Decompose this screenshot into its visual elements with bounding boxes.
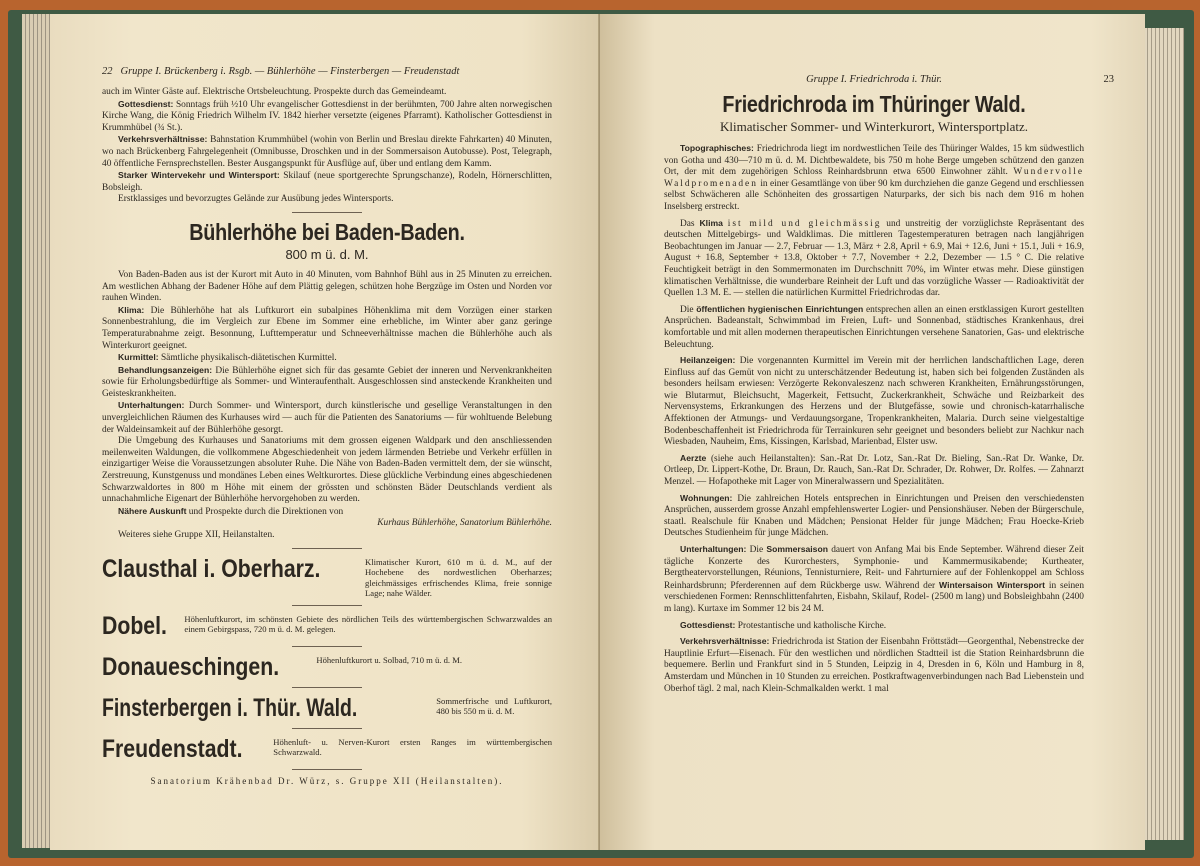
resort-entry bbox=[102, 653, 552, 681]
label: Starker Wintervekehr und Wintersport: bbox=[118, 170, 280, 181]
label: Klima: bbox=[118, 304, 145, 315]
text: (siehe auch Heilanstalten): San.-Rat Dr. Lotz, San.-Rat Dr. Bieling, San.-Rat Dr. Wanke, Dr. Ortleep, Dr. Lippert-Kothe, Dr. Braun, Dr. Rauch, San.-Rat Dr. Schrader, Dr. Rohwer, Dr. Rolfes. — Zahnarzt Menzel. — Hofapotheke mit Lager von Mineralwassern und Spezialitäten. bbox=[664, 453, 1084, 488]
text: in einer Gesamtlänge von über 90 km durchziehen die ganze Gegend und erschliessen selbst Schwächeren alle Schönheiten des grossartigen Naturparks, der sich bis nach dem 916 m hohen Inselsberg erstreckt. bbox=[664, 178, 1084, 212]
label: Gottesdienst: bbox=[680, 619, 736, 630]
label: Sommersaison bbox=[766, 544, 828, 554]
paragraph-gottesdienst bbox=[102, 99, 552, 135]
resort-entry bbox=[102, 694, 552, 722]
paragraph-behandlung bbox=[102, 365, 552, 401]
text: dauert von Anfang Mai bis Ende September. Während dieser Zeit tägliche Konzerte des Kurorchesters, Symphonie- und Kammermusikabende; Kurtheater, Bergtheatervorstellungen, Réunions, Tennisturniere, Reit- und Fahrturniere auf der Fohlenkoppel am Schloss Reinhardsbrunn; Pferderennen auf dem Rückberge usw. Während der bbox=[664, 545, 1085, 591]
paragraph-winter bbox=[102, 170, 552, 194]
page-number: 23 bbox=[1103, 74, 1114, 85]
paragraph-verkehr bbox=[102, 134, 552, 170]
label: Kurmittel: bbox=[118, 352, 159, 363]
paragraph-aerzte bbox=[664, 453, 1084, 489]
text: Friedrichroda liegt im nordwestlichen Teile des Thüringer Waldes, 15 km südwestlich von Gotha und 430—710 m ü. d. M. Dichtbewaldete, bis 750 m hohe Berge umgeben schützend den ganzen Ort, der mit dem zugehörigen Schloss Reinhardsbrunn etwa 6500 Einwohner zählt. bbox=[664, 144, 1085, 178]
label: Klima bbox=[699, 217, 723, 228]
resort-entry bbox=[102, 555, 552, 599]
label: Unterhaltungen: bbox=[680, 544, 747, 554]
paragraph-auskunft bbox=[102, 506, 552, 519]
paragraph-klima bbox=[102, 305, 552, 352]
paragraph: Weiteres siehe Gruppe XII, Heilanstalten. bbox=[118, 530, 275, 540]
resort-entry bbox=[102, 612, 552, 640]
resort-description: Höhenluftkurort, im schönsten Gebiete des nördlichen Teils des württembergischen Schwarzwaldes an einem Gebirgspass, 720 m ü. d. M. gelegen. bbox=[184, 613, 552, 635]
divider bbox=[292, 687, 362, 688]
label: Unterhaltungen: bbox=[118, 400, 185, 411]
paragraph-unterhaltung bbox=[102, 400, 552, 436]
label: Nähere Auskunft bbox=[118, 505, 187, 516]
running-title: Gruppe I. Brückenberg i. Rsgb. — Bühlerhöhe — Finsterbergen — Freudenstadt bbox=[120, 66, 460, 77]
running-title: Gruppe I. Friedrichroda i. Thür. bbox=[806, 74, 942, 85]
text: Die Bühlerhöhe hat als Luftkurort ein subalpines Höhenklima mit dem Vorzügen einer starken Sonnenbestrahlung, die im Vergleich zur Ebene im Sommer eine erhebliche, im Winter aber ganz geringe Temperaturabnahme zeigt. Besonnung, Lufttemperatur und Schneeverhältnisse machen die Bühlerhöhe auch als Winterkurort geeignet. bbox=[102, 305, 553, 351]
section-title: Bühlerhöhe bei Baden-Baden. bbox=[189, 218, 465, 245]
paragraph-topographie bbox=[664, 143, 1084, 214]
running-header bbox=[664, 74, 1114, 85]
label: Wintersaison Wintersport bbox=[939, 579, 1045, 590]
right-page bbox=[600, 14, 1145, 850]
page-number: 22 bbox=[102, 66, 113, 77]
resort-name: Freudenstadt. bbox=[102, 734, 243, 763]
text: Friedrichroda ist Station der Eisenbahn Fröttstädt—Georgenthal, Nebenstrecke der Hauptlinie Erfurt—Eisenach. Für den westlichen und nördlichen Stadtteil ist die Station Reinhardsbrunn die bequemere. Berlin und Frankfurt sind in 5 Stunden, Leipzig in 4, Dresden in 6, Köln und Hamburg in 8, Amsterdam und München in 10 Stunden zu erreichen. Postkraftwagenverbindungen nach Bad Liebenstein und Oberhof tägl. 2 mal, nach Klein-Schmalkalden werkt. 1 mal bbox=[664, 637, 1084, 694]
label: öffentlichen hygienischen Einrichtungen bbox=[696, 303, 864, 314]
label: Heilanzeigen: bbox=[680, 355, 736, 366]
signature-line: Kurhaus Bühlerhöhe, Sanatorium Bühlerhöhe. bbox=[377, 518, 552, 529]
divider bbox=[292, 548, 362, 549]
label: Wohnungen: bbox=[680, 492, 733, 503]
resort-name: Finsterbergen i. Thür. Wald. bbox=[102, 693, 358, 722]
left-page bbox=[50, 14, 605, 850]
label: Gottesdienst: bbox=[118, 98, 174, 109]
text: Die zahlreichen Hotels entsprechen in Einrichtungen und Preisen den verschiedensten Ansprüchen, ausserdem grosse Anzahl empfehlenswerter Logier- und Pensionshäuser. Neben der Bürgerschule, staatl. Realschule für Knaben und Mädchen; Pensionat Helder für junge Mädchen; Frau Hoecke-Krieb Deutsches Studienheim für junge Mädchen. bbox=[664, 493, 1085, 539]
text: Die bbox=[680, 304, 694, 315]
text: Bahnstation Krummhübel (wohin von Berlin und Breslau direkte Fahrkarten) 40 Minuten, wo nach Brückenberg Fahrgelegenheit (Omnibusse, Droschken und in der Sommersaison Autobusse). Post, Telegraph, 40 öffentliche Fernsprechstellen. Bester Ausgangspunkt für Ausflüge auf, über und entlang dem Kamm. bbox=[102, 135, 553, 169]
divider bbox=[292, 646, 362, 647]
paragraph-unterhaltungen bbox=[664, 544, 1084, 616]
text: entsprechen allen an einen erstklassigen Kurort gestellten Ansprüchen. Badeanstalt, Schwimmbad im Freien, Luft- und Sonnenbad, städtisches Krankenhaus, drei komfortable und mit allen modernen therapeutischen Einrichtungen versehene Sanatorien, Gas- und elektrische Beleuchtung. bbox=[664, 304, 1084, 350]
resort-name: Donaueschingen. bbox=[102, 652, 280, 681]
text: Skilauf (neue sportgerechte Sprungschanze), Rodeln, Hörnerschlitten, Bobsleigh. bbox=[102, 171, 553, 193]
section-altitude: 800 m ü. d. M. bbox=[285, 246, 369, 262]
paragraph: auch im Winter Gäste auf. Elektrische Ortsbeleuchtung. Prospekte durch das Gemeindeamt. bbox=[102, 87, 447, 97]
paragraph-kurmittel bbox=[102, 352, 552, 365]
resort-description: Klimatischer Kurort, 610 m ü. d. M., auf der Hochebene des nordwestlichen Oberharzes; gleichmässiges erfrischendes Klima, freie sonnige Lage; nahe Wälder. bbox=[365, 556, 552, 599]
label: Behandlungsanzeigen: bbox=[118, 364, 213, 375]
paragraph-verkehr bbox=[664, 636, 1084, 695]
resort-entry bbox=[102, 735, 552, 763]
spaced-text: Wundervolle Waldpromenaden bbox=[664, 167, 1084, 189]
text: Durch Sommer- und Wintersport, durch künstlerische und gesellige Veranstaltungen in den unvergleichlichen Räumen des Kurhauses wird — auch für die Patienten des Sanatoriums — für wohltuende Belebung der Waldeinsamkeit auf der Bühlerhöhe gesorgt. bbox=[102, 401, 552, 435]
running-header bbox=[102, 66, 552, 77]
text: Sämtliche physikalisch-diätetischen Kurmittel. bbox=[160, 353, 337, 364]
text: Sonntags früh ½10 Uhr evangelischer Gottesdienst in der berühmten, 700 Jahre alten norwegischen Kirche Wang, die König Friedrich Wilhelm IV. 1842 hierher versetzte (eigenes Pfarramt). Katholischer Gottesdienst in Krummhübel (¾ St.). bbox=[102, 99, 553, 133]
label: Aerzte bbox=[680, 452, 707, 463]
paragraph: Die Umgebung des Kurhauses und Sanatoriums mit dem grossen eigenen Waldpark und den anschliessenden meilenweiten Waldungen, die vollkommene Abgeschiedenheit von jedem lärmenden Betriebe und Verkehr erfüllen in einzigartiger Weise die Voraussetzungen absoluter Ruhe. Die Nähe von Baden-Baden vermittelt dem, der sie wünscht, Zerstreuung, Kunstgenuss und mondänes Leben eines Weltkurortes. Diese glückliche Verbindung eines abgeschiedenen Schwarzwaldortes in 800 m Höhe mit einem der grössten und schönsten Bäder Deutschlands verdient als unnachahmliche Eigenart der Bühlerhöhe hervorgehoben zu werden. bbox=[102, 436, 552, 505]
spaced-text: ist mild und gleichmässig bbox=[727, 218, 882, 229]
paragraph-wohnungen bbox=[664, 493, 1084, 540]
page-subtitle: Klimatischer Sommer- und Winterkurort, Wintersportplatz. bbox=[720, 119, 1028, 134]
text: Die Bühlerhöhe eignet sich für das gesamte Gebiet der inneren und Nervenkrankheiten sowie für Erholungsbedürftige als Sommer- und Winteraufenthalt. Ausgeschlossen sind ansteckende Krankheiten und Geisteskrankheiten. bbox=[102, 365, 552, 399]
resort-description: Höhenluftkurort u. Solbad, 710 m ü. d. M. bbox=[316, 654, 462, 665]
paragraph-einrichtungen bbox=[664, 304, 1084, 351]
resort-name: Dobel. bbox=[102, 611, 167, 640]
paragraph-gottesdienst bbox=[664, 620, 1084, 633]
text: und Prospekte durch die Direktionen von bbox=[188, 506, 344, 517]
text: in seinen verschiedenen Formen: Rennschlittenfahrten, Eisbahn, Skilauf, Rodel- (2500 m lang) und Bobsleighbahn (2400 m lang). Kurtaxe im Sommer 12 bis 24 M. bbox=[664, 580, 1085, 614]
divider bbox=[292, 728, 362, 729]
resort-description: Sommerfrische und Luftkurort, 480 bis 550 m ü. d. M. bbox=[436, 695, 552, 717]
divider bbox=[292, 212, 362, 213]
footer-note: Sanatorium Krähenbad Dr. Würz, s. Gruppe XII (Heilanstalten). bbox=[150, 775, 504, 786]
text: Die bbox=[749, 545, 764, 555]
resort-description: Höhenluft- u. Nerven-Kurort ersten Ranges im württembergischen Schwarzwald. bbox=[273, 736, 552, 758]
text: Protestantische und katholische Kirche. bbox=[737, 620, 887, 631]
page-title: Friedrichroda im Thüringer Wald. bbox=[722, 91, 1026, 117]
paragraph: Von Baden-Baden aus ist der Kurort mit Auto in 40 Minuten, vom Bahnhof Bühl aus in 25 Minuten zu erreichen. Am westlichen Abhang der Badener Höhe auf dem Plättig gelegen, schützen hohe Bergzüge im Osten und Norden vor rauhen Winden. bbox=[102, 269, 552, 304]
divider bbox=[292, 769, 362, 770]
paragraph-klima bbox=[664, 218, 1084, 300]
resort-name: Clausthal i. Oberharz. bbox=[102, 554, 321, 583]
page-edges-right bbox=[1140, 28, 1184, 840]
text: Die vorgenannten Kurmittel im Verein mit der herrlichen landschaftlichen Lage, deren Einfluss auf das Gemüt von nicht zu unterschätzender Bedeutung ist, haben sich bei folgenden Zuständen als besonders heilsam erwiesen: Verzögerte Rekonvaleszenz nach schweren Krankheiten, Ernährungsstörungen, wie Blutarmut, Bleichsucht, Magerkeit, Fettsucht, Zuckerkrankheit, Schwäche und Reizbarkeit des Nervensystems, Erkrankungen des Herzens und der Blutgefässe, sowie und chronisch-katarrhalische Affektionen der Atmungs- und Verdauungsorgane, Tropenkrankheiten, Malaria. Durch seine vielgestaltige Bodenbeschaffenheit ist Friedrichroda für Terrainkuren sehr geeignet und besonders beliebt zur Nachkur nach Wiesbaden, Nauheim, Ems, Kissingen, Karlsbad, Marienbad, Elster usw. bbox=[664, 356, 1084, 448]
text: Das bbox=[680, 218, 695, 229]
divider bbox=[292, 605, 362, 606]
paragraph-heilanzeigen bbox=[664, 355, 1084, 449]
label: Topographisches: bbox=[680, 143, 754, 153]
label: Verkehrsverhältnisse: bbox=[118, 134, 208, 145]
paragraph: Erstklassiges und bevorzugtes Gelände zur Ausübung jedes Wintersports. bbox=[118, 194, 394, 205]
label: Verkehrsverhältnisse: bbox=[680, 636, 770, 647]
text: und unstreitig der vorzüglichste Repräsentant des deutschen Mittelgebirgs- und Waldklimas. Die mittleren Tagestemperaturen betragen nach langjährigen Beobachtungen im Januar — 2.7, Februar — 1.3, März + 2.8, April + 6.9, Mai + 12.6, Juni + 15.1, Juli + 16.9, August + 16.8, September + 13.8, Oktober + 7.7, November + 2.2, Dezember — 1.5 ° C. Die relative Feuchtigkeit beträgt in den Sommermonaten im Durchschnitt 70%, im Winter etwas mehr. Diese günstigen klimatischen Verhältnisse, die wunderbare Reinheit der Luft und das vorzügliche Wasser — Radioaktivität der Quellen 1.3 M. E. — stellen die natürlichen Kurmittel Friedrichrodas dar. bbox=[664, 218, 1085, 299]
